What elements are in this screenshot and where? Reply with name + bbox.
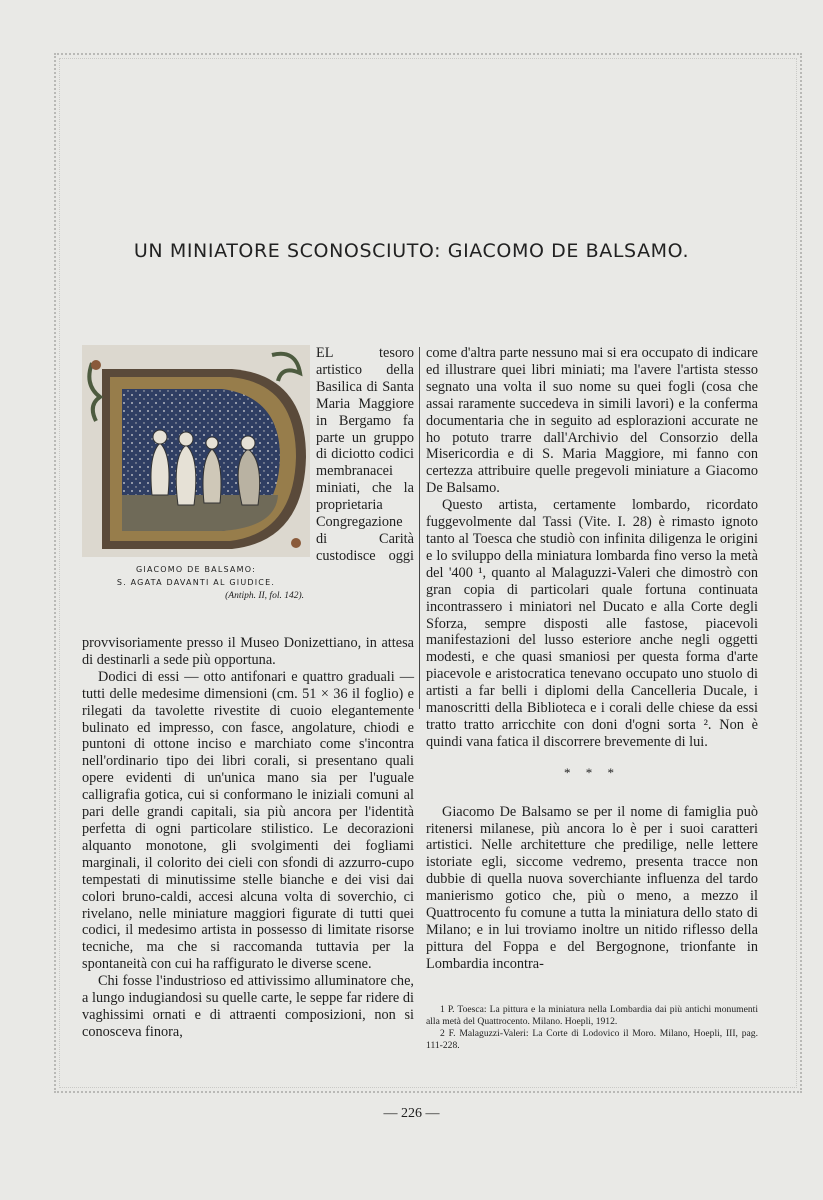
figure-caption-title: GIACOMO DE BALSAMO: S. AGATA DAVANTI AL GIUDICE. — [116, 565, 276, 587]
left-paragraph-3: Chi fosse l'industrioso ed attivissimo alluminatore che, a lungo indugiandosi su quelle carte, le seppe far ridere di vaghissimi ornati e di attraenti composizioni, non si conosceva finora, — [82, 973, 414, 1040]
left-paragraph-2: Dodici di essi — otto antifonari e quattro graduali — tutti delle medesime dimensioni (cm. 51 × 36 il foglio) e rilegati da tavolette rivestite di cuoio elegantemente bulinato ed impresso, con fasce, angolature, chiodi e puntoni di ottone inciso e marchiato come s'incontra nell'ordinario tipo dei libri corali, si presentano quali opere evidenti di un'unica mano sia per l'uguale calligrafia gotica, cui si conformano le iniziali comuni al pari delle grandi capitali, sia più ancora per l'identità perfetta di ogni particolare stilistico. Le decorazioni alquanto monotone, gli svolgimenti dei fogliami marginali, il colorito dei cieli con sfondi di azzurro-cupo tempestati di minutissime stelle bianche e dei visi dai colori bruno-caldi, accesi alcuna volta di soverchio, ci rivelano, nelle miniature maggiori figurate di tutti quei codici, il medesimo artista in possesso di limitate risorse tecniche, ma che si raccomanda tuttavia per la spontaneità con cui ha raffigurato le diverse scene. — [82, 668, 414, 973]
right-paragraph-1: come d'altra parte nessuno mai si era occupato di indicare ed illustrare quei libri miniati; ma l'avere l'artista stesso segnato una volta il suo nome su quei fogli (cosa che assai raramente succedeva in simili lavori) e la conferma documentaria che in seguito ad esplorazioni accurate ne ho potuto trarre dall'Archivio del Consorzio della Misericordia e di S. Maria Maggiore, mi fanno con certezza attribuire quelle pregevoli miniature a Giacomo De Balsamo. — [426, 345, 758, 497]
footnote-1: 1 P. Toesca: La pittura e la miniatura nella Lombardia dai più antichi monumenti alla metà del Quattrocento. Milano. Hoepli, 1912. — [426, 1004, 758, 1027]
illuminated-initial-d-image — [82, 345, 310, 557]
footnote-2: 2 F. Malaguzzi-Valeri: La Corte di Lodovico il Moro. Milano, Hoepli, III, pag. 111-228. — [426, 1028, 758, 1051]
right-column — [426, 345, 758, 973]
left-paragraph-1: EL tesoro artistico della Basilica di Santa Maria Maggiore in Bergamo fa parte un gruppo di diciotto codici membranacei miniati, che la proprietaria Congregazione di Carità custodisce oggi provvisoriamente presso il Museo Donizettiano, in attesa di destinarli a sede più opportuna. — [82, 345, 414, 668]
miniature-figure — [82, 345, 310, 635]
section-break-stars: * * * — [564, 764, 620, 780]
page-number: — 226 — — [383, 1106, 440, 1121]
figure-caption-source: (Antiph. II, fol. 142). — [225, 591, 304, 601]
right-paragraph-3: Giacomo De Balsamo se per il nome di famiglia può ritenersi milanese, più ancora lo è per i suoi caratteri artistici. Nelle architetture che predilige, nelle lettere istoriate egli, siccome vedremo, presenta tracce non dubbie di quella nuova soverchiante influenza del tardo manierismo gotico che, più o meno, a mezzo il Quattrocento fu comune a tutta la miniatura dello stato di Milano; e in lui troviamo inoltre un nitido riflesso della pittura del Foppa e del Bergognone, trionfante in Lombardia incontra- — [426, 803, 758, 972]
article-title: UN MINIATORE SCONOSCIUTO: GIACOMO DE BALSAMO. — [133, 240, 690, 262]
footnotes — [426, 1004, 758, 1052]
right-paragraph-2: Questo artista, certamente lombardo, ricordato fuggevolmente dal Tassi (Vite. I. 28) è rimasto ignoto tanto al Toesca che studiò con infinita diligenza le origini e lo sviluppo della miniatura lombarda fino verso la metà del '400 ¹, quanto al Malaguzzi-Valeri che dimostrò con gran copia di particolari quale fortuna continuata incontrassero i miniatori nel Ducato e alla Corte degli Sforza, sempre disposti alle fastose, piacevoli manifestazioni del lusso esteriore anche negli oggetti modesti, e che quasi smaniosi per questa forma d'arte piacevole e aristocratica tenevano occupato uno stuolo di artisti a far belli i diplomi della Cancelleria Ducale, i manoscritti della Biblioteca e i corali delle chiese da essi tratto tratto arricchite con doni d'ogni sorta ². Non è quindi vana fatica il discorrere brevemente di lui. — [426, 497, 758, 750]
left-column — [82, 345, 414, 1041]
column-separator — [419, 347, 420, 709]
